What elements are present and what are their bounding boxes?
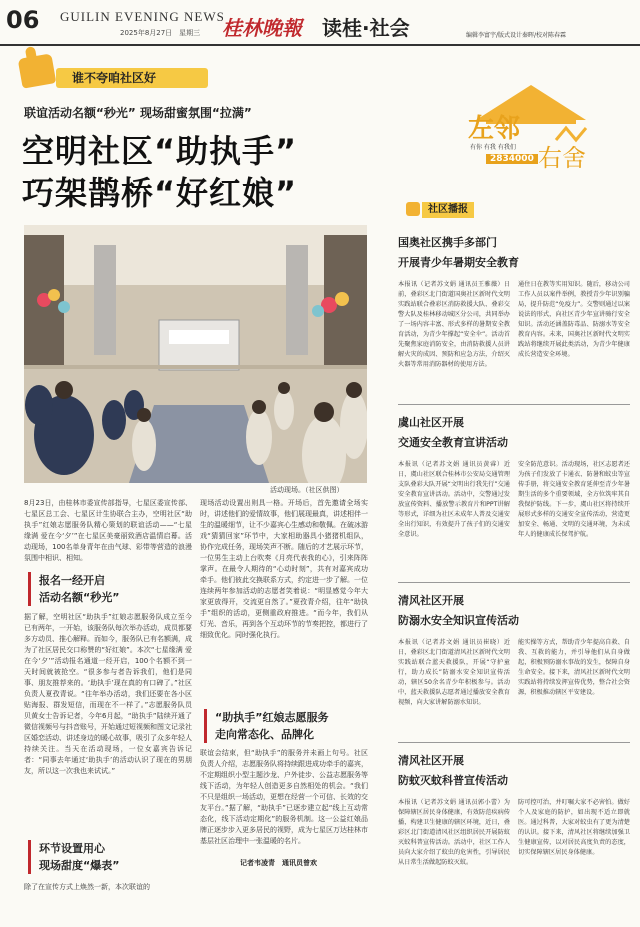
event-photo: [24, 225, 367, 483]
subheading-line: “助执手”红娘志愿服务: [215, 711, 329, 724]
page-header: [0, 0, 640, 46]
news-1-body-right: 通住日在教等实用知识。随后，移动公司工作人员以案件举例，教授青少年识别骗局，提升防范“免疫力”。交警则通过以案说法的形式，向社区青少年宣讲骑行安全知识。活动还涵盖防毒品、防溺水等安全教育内容。未来，国奥社区新时代文明实践站将继续开展此类活动，为青少年健康成长营造安全环境。: [518, 281, 630, 358]
logo-tagline: 有你 有我 有我们: [470, 144, 516, 151]
news-3-title-line-2: 防溺水安全知识宣传活动: [398, 614, 519, 627]
subheading-line: 走向常态化、品牌化: [215, 728, 314, 741]
issue-date: 2025年8月27日 星期三: [120, 29, 201, 37]
subheading-line: 活动名额“秒光”: [39, 591, 120, 604]
column-badge-label: 谁不夸咱社区好: [56, 68, 208, 88]
headline-line-1: 空明社区“助执手”: [22, 132, 298, 170]
section-title: 读桂·社会: [322, 16, 410, 40]
news-3-title-line-1: 清风社区开展: [398, 594, 464, 607]
news-4-body-right: 防可控可治，并叮嘱大家不必害怕。做好个人及家庭的防护，如出现不适立即就医。通过科普，大家对蚊虫有了更为清楚的认识。接下来，清风社区将继续加强卫生健康宣传，以对居民高度负责的态度，切实保障辖区居民身体健康。: [518, 799, 630, 856]
news-1-title-line-1: 国奥社区携手多部门: [398, 236, 497, 249]
news-4-body-left: 本报讯（记者苏文娟 通讯员郭小蕾）为保障辖区居民身体健康，有效防范疾病传播，构建卫生健康的辖区环境，近日，叠彩区北门街道清风社区组织居民开展防蚊灭蚊科普宣传活动。活动中，社区工作人员向大家介绍了蚊虫的危害性，引导居民从日常生活做起防蚊灭蚊。: [398, 799, 510, 866]
news-2-title-line-1: 虞山社区开展: [398, 416, 464, 429]
header-divider: [0, 44, 640, 46]
news-4-title-line-2: 防蚊灭蚊科普宣传活动: [398, 774, 508, 787]
subheading-normalization: [204, 709, 364, 743]
lead-paragraph: 8月23日，由桂林市委宣传部指导，七星区委宣传部、七星区总工会、七星区计生协联合主办，空明社区“助执手”红娘志愿服务队精心策划的联谊活动——“七星缘满 爱在今‘夕’”在七星区美豪丽致酒店温情启幕。活动现场，100名单身青年在由气球、彩带等营造的浪漫氛围中相识、相知。: [24, 499, 192, 562]
byline-credit: 记者韦凌青 通讯员曾欢: [240, 859, 317, 867]
logo-text-top: 左邻: [468, 114, 521, 144]
headline-line-2: 巧架鹊桥“好红娘”: [22, 174, 298, 212]
community-briefs-badge: [406, 200, 506, 220]
subheading-line: 现场甜度“爆表”: [39, 859, 120, 872]
photo-caption: 活动现场。（社区供图）: [270, 486, 344, 494]
news-3-body-left: 本报讯（记者苏文娟 通讯员崔晓）近日，叠彩区北门街道清风社区新时代文明实践站联合蓝天救援队，开展“守护童行，助力成长”防溺水安全知识宣传活动，辖区50余名青少年积极参与。活动中，蓝天救援队志愿者通过播放安全教育视频，向大家讲解防溺水知识。: [398, 639, 510, 706]
body-column-2: 现场活动设置出则具一格。开场后，首先邀请全场实时，讲述他们的爱情故事，他们展现最真，讲述相伴一生的温暖细节，让不少嘉宾心生感动和敬佩。在破冰游戏“猜猜回家”环节中，大家相助器具小猪猪机组队，协作完成任务，现场笑声不断。随后的才艺展示环节，一位男生主动上台吹奏《月亮代表我的心》，引来阵阵掌声。在最令人期待的“心动时刻”，共有对嘉宾成功牵手。他们彼此交换联系方式，约定进一步了解。一位连续两年参加活动的志愿者笑着说：“明显感觉今年大家更放得开，交流更自然了。”夏孜青介绍，往年“助执手”组织的活动，更侧重政府推进。“而今年，我们从灯光、音乐，再到各个互动环节的节奏把控，都进行了细致优化。同时强化执行。: [200, 499, 368, 639]
news-2-body-right: 安全防范意识。活动现场，社区志愿者还为孩子们发放了卡通衣、防暑和蚊虫等宣传手册，将交通安全教育延伸至青少年暑期生活的多个重要领域，全方位筑牢其自我保护防线。下一步，虞山社区将持续开展形式多样的交通安全宣传活动，营造更加安全、畅通、文明的交通环境，为未成年人的健康成长保驾护航。: [518, 461, 630, 538]
news-1-body-left: 本报讯（记者苏文娟 通讯员王雅薇）日前，叠彩区北门街道国奥社区新时代文明实践站联合叠彩区消防救援大队、叠彩交警大队及桂林移动城区分公司，共同举办了一场内容丰富、形式多样的暑期安全教育活动，为青少年撑起“安全伞”。活动首先聚焦家庭消防安全，由消防救援人员讲解火灾的成因、预防和应急方法，介绍灭火器等常用消防器材的使用方法。: [398, 281, 510, 368]
article-kicker: 联谊活动名额“秒光” 现场甜蜜氛围“拉满”: [24, 106, 252, 120]
news-2-body-left: 本报讯（记者苏文娟 通讯员黄睿）近日，虞山社区联合桂林市公安局交通管理支队叠彩大队开展“文明出行我先行”交通安全教育宣讲活动。活动中，交警通过发放宣传资料、播放警示教育片和PPT讲解等形式，详细为社区未成年人普及交通安全出行知识，有效提升了孩子们的交通安全意识。: [398, 461, 510, 538]
subheading-line: 环节设置用心: [39, 842, 105, 855]
briefs-badge-label: 社区播报: [422, 202, 474, 218]
logo-text-bottom: 右舍: [538, 144, 586, 172]
news-2-title-line-2: 交通安全教育宣讲活动: [398, 436, 508, 449]
body-column-3: 联谊会结束，但“助执手”的服务并未画上句号。社区负责人介绍，志愿服务队将持续跟进成功牵手的嘉宾，不定期组织小型主题沙龙、户外徒步、公益志愿服务等线下活动，为年轻人创造更多自然相处的机会。“我们不只是组织一场活动，更想在经营一个可信、长效的交友平台。”据了解，“助执手”已逐步建立起“线上互动常态化，线下活动定期化”的服务机制。这一公益红娘品牌正逐步步入更多居民的视野，成为七星区万达桂林市基层社区治理中一张温暖的名片。: [200, 749, 368, 845]
thumbs-up-icon: [18, 53, 57, 88]
subheading-registration: [28, 572, 188, 606]
neighbors-logo: [456, 80, 606, 190]
body-column-1: 据了解，空明社区“助执手”红娘志愿服务队成立至今已有两年，一开始，该服务队每次举办活动，成员都要多方动员、推心解释。而如今，服务队已有名额满，成为了社区居民交口称赞的“好红娘”。本次“七星缘满 爱在今‘夕’”活动报名通道一经开启，100个名额不到一天时间就被抢空。“很多参与者告诉我们，他们是同事、朋友推荐来的。‘助执手’现在真的有口碑了。”社区负责人夏孜青说。“往年举办活动，我们还要在各小区贴海报、群发短信，而现在不一样了。”志愿服务队员贝黄女士告诉记者，今年6月起，“助执手”陆续开通了微信视频号与抖音账号，开始通过短视频和图文记录社区婚恋活动、讲述身边的暖心故事，吸引了众多年轻人持续关注。当天在活动现场，一位女嘉宾告诉记者：“同事去年通过‘助执手’的活动认识了现在的男朋友，所以这一次我也来试试。”: [24, 613, 192, 775]
news-divider: [398, 582, 630, 583]
news-1-title-line-2: 开展青少年暑期安全教育: [398, 256, 519, 269]
news-4-title-line-1: 清风社区开展: [398, 754, 464, 767]
subheading-activities: [28, 840, 188, 874]
news-3-body-right: 能实操等方式，帮助青少年提高自救、自我、互救的能力，并引导他们从自身做起，积极预防溺水事故的发生，保障自身生命安全。接下来，清风社区新时代文明实践站将持续发挥宣传优势，整合社会资源，积极推动辖区平安建设。: [518, 639, 630, 696]
logo-phone: 2834000: [486, 154, 538, 164]
news-divider: [398, 742, 630, 743]
house-icon: [406, 202, 420, 216]
editors-credit: 编辑李富宇/版式设计秦晖/校对陈春霖: [466, 32, 567, 39]
subheading-line: 报名一经开启: [39, 574, 105, 587]
masthead-logo: 桂林晚報: [222, 16, 302, 40]
news-divider: [398, 404, 630, 405]
page-number: 06: [6, 6, 40, 34]
body-column-1-tail: 除了在宣传方式上焕然一新，本次联谊的: [24, 883, 150, 891]
column-badge: [16, 54, 196, 94]
paper-name-english: GUILIN EVENING NEWS: [60, 9, 225, 24]
